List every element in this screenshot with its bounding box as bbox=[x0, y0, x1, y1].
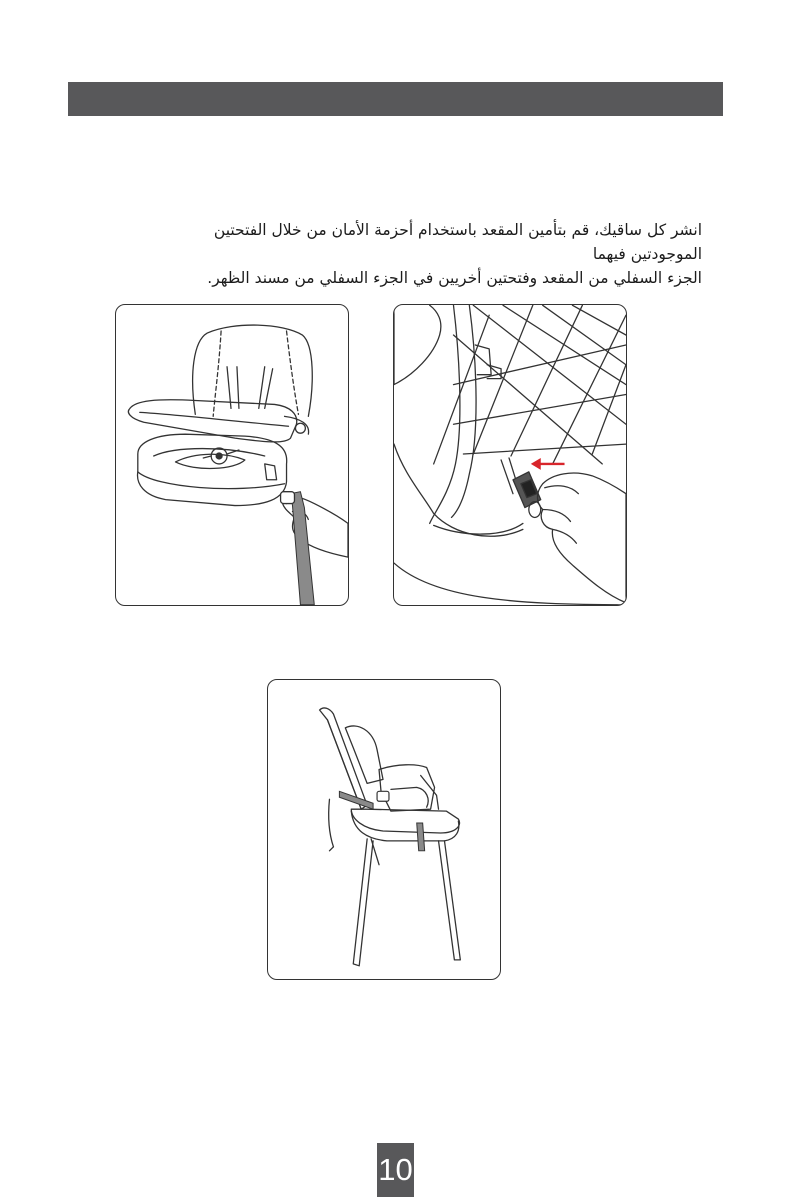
strap-shape bbox=[290, 492, 314, 605]
instructions-text bbox=[52, 218, 702, 290]
header-bar bbox=[68, 82, 723, 116]
instruction-line-2: الموجودتين فيهما bbox=[592, 245, 702, 263]
strap-under-seat bbox=[417, 823, 425, 851]
strap-around-back bbox=[339, 791, 373, 809]
seat-on-chair-drawing bbox=[268, 680, 500, 979]
illustration-seat-on-chair bbox=[267, 679, 501, 980]
page-number: 10 bbox=[377, 1143, 414, 1197]
backrest-shape bbox=[193, 325, 313, 416]
illustration-strap-under-seat bbox=[115, 304, 349, 606]
seat-base-shape bbox=[138, 434, 287, 505]
hand-shape bbox=[537, 473, 626, 603]
instruction-line-3: الجزء السفلي من المقعد وفتحتين أخريين في الجزء السفلي من مسند الظهر. bbox=[207, 269, 702, 287]
chair-leg-front-left bbox=[353, 839, 373, 966]
direction-arrow bbox=[531, 458, 565, 470]
booster-seat-tray-drawing bbox=[116, 305, 348, 605]
chair-seat bbox=[351, 809, 459, 833]
instruction-line-1: انشر كل ساقيك، قم بتأمين المقعد باستخدام أحزمة الأمان من خلال الفتحتين bbox=[213, 221, 702, 239]
chair-leg-front-right bbox=[439, 841, 461, 960]
buckle-closeup-drawing bbox=[394, 305, 626, 605]
illustration-buckle-closeup bbox=[393, 304, 627, 606]
